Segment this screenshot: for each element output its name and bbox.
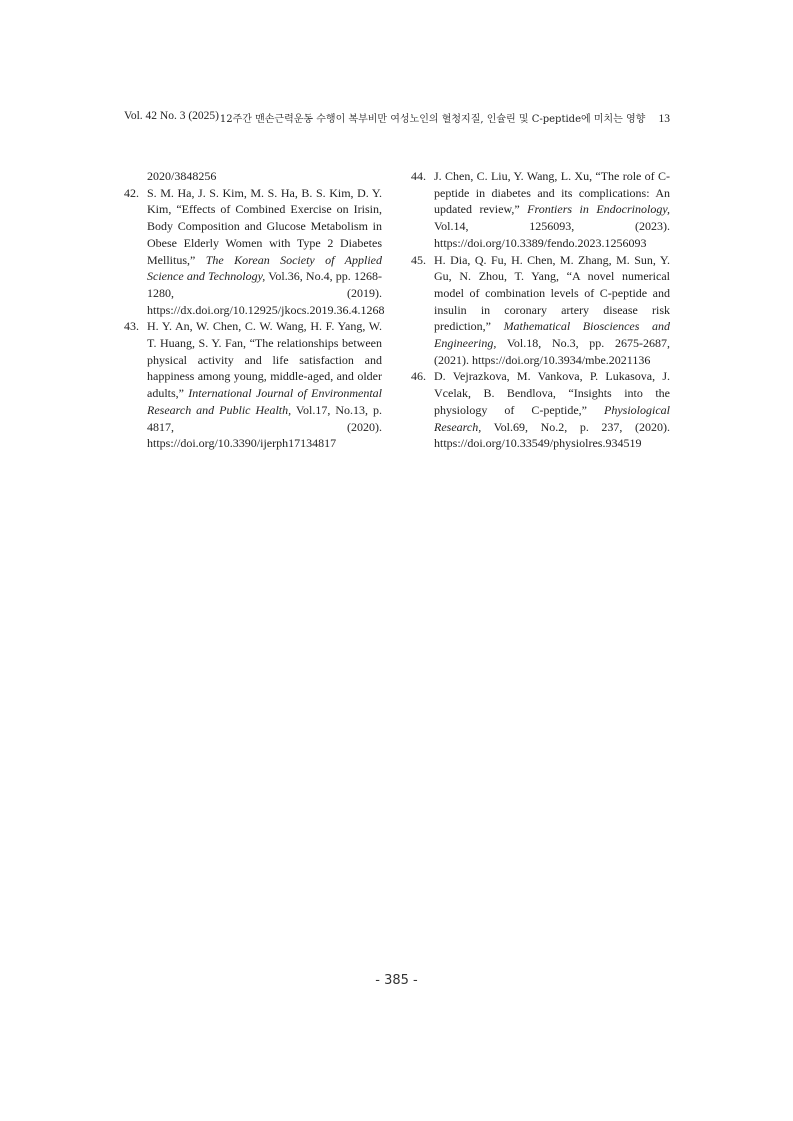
reference-item	[124, 318, 382, 452]
reference-number: 46.	[411, 369, 426, 384]
reference-authors: D. Vejrazkova, M. Vankova, P. Lukasova, J. Vcelak, B. Bendlova, “Insights into the physiology of C-peptide,”	[434, 369, 670, 417]
reference-journal: Mathematical Biosciences and Engineering,	[434, 319, 671, 351]
reference-authors: J. Chen, C. Liu, Y. Wang, L. Xu, “The role of C-peptide in diabetes and its complications: An updated review,”	[434, 169, 670, 217]
reference-details: Vol.18, No.3, pp. 2675-2687, (2021). https://doi.org/10.3934/mbe.2021136	[434, 336, 670, 367]
reference-journal: Frontiers in Endocrinology,	[527, 202, 670, 217]
reference-details: Vol.69, No.2, p. 237, (2020). https://doi.org/10.33549/physiolres.934519	[434, 419, 670, 451]
reference-number: 44.	[411, 169, 426, 183]
reference-body	[147, 318, 382, 452]
reference-item	[411, 252, 670, 369]
reference-number: 45.	[411, 252, 426, 267]
reference-authors: S. M. Ha, J. S. Kim, M. S. Ha, B. S. Kim, D. Y. Kim, “Effects of Combined Exercise on Irisin, Body Composition and Glucose Metabolism in Obese Elderly Women with Type 2 Diabetes Mellitus,”	[147, 185, 382, 267]
running-header	[124, 110, 670, 128]
right-column	[411, 168, 670, 452]
reference-item	[124, 185, 385, 319]
reference-details: Vol.36, No.4, pp. 1268-1280, (2019). https://dx.doi.org/10.12925/jkocs.2019.36.4.1268	[147, 269, 385, 317]
reference-body	[434, 252, 670, 369]
reference-authors: H. Dia, Q. Fu, H. Chen, M. Zhang, M. Sun, Y. Gu, N. Zhou, T. Yang, “A novel numerical model of combination levels of C-peptide and insulin in coronary artery disease risk prediction,”	[434, 252, 670, 334]
journal-volume: Vol. 42 No. 3 (2025)	[124, 110, 219, 122]
running-title-group	[216, 110, 670, 125]
reference-item	[411, 368, 670, 452]
running-title: 12주간 맨손근력운동 수행이 복부비만 여성노인의 혈청지질, 인슐린 및 C-peptide에 미치는 영향	[219, 114, 646, 125]
reference-authors: H. Y. An, W. Chen, C. W. Wang, H. F. Yang, W. T. Huang, S. Y. Fan, “The relationships between physical activity and life satisfaction and happiness among young, middle-aged, and older adults,”	[147, 319, 382, 401]
reference-body	[434, 368, 670, 452]
left-column	[124, 168, 385, 452]
reference-journal: The Korean Society of Applied Science and Technology,	[147, 252, 382, 284]
reference-details: Vol.14, 1256093, (2023). https://doi.org/10.3389/fendo.2023.1256093	[434, 219, 670, 250]
reference-journal: International Journal of Environmental Research and Public Health,	[147, 386, 382, 417]
reference-number: 42.	[124, 185, 139, 200]
reference-continuation: 2020/3848256	[147, 169, 217, 183]
reference-body	[147, 185, 385, 319]
reference-journal: Physiological Research,	[434, 402, 671, 434]
page-footer-number: - 385 -	[375, 973, 418, 988]
reference-number: 43.	[124, 319, 139, 334]
reference-details: Vol.17, No.13, p. 4817, (2020). https://doi.org/10.3390/ijerph17134817	[147, 402, 382, 451]
reference-body	[434, 168, 670, 252]
reference-item	[411, 168, 670, 252]
header-page-number: 13	[658, 113, 670, 125]
